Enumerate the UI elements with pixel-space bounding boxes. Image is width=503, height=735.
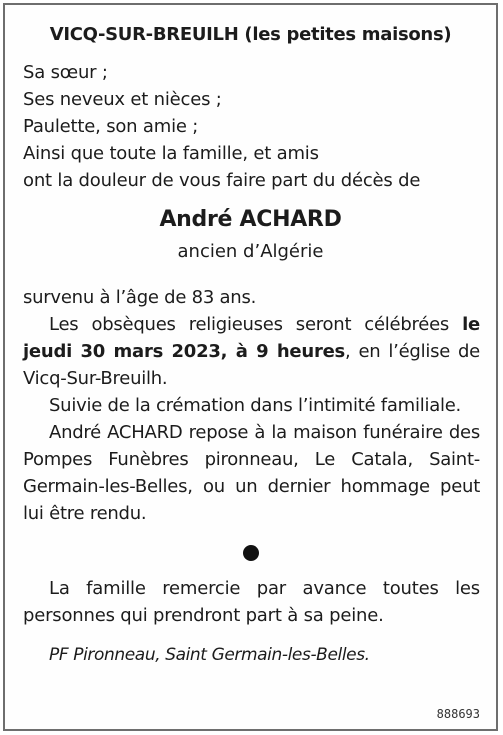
family-line-sister: Sa sœur ; <box>23 62 108 83</box>
funeral-paragraph <box>23 311 480 392</box>
funeral-text-end: , en l’église de Vicq-Sur-Breuilh. <box>23 341 480 389</box>
family-line-friend: Paulette, son amie ; <box>23 116 199 137</box>
family-line-announcement: ont la douleur de vous faire part du décès de <box>23 170 421 191</box>
age-paragraph: survenu à l’âge de 83 ans. <box>23 287 257 308</box>
notice-header: VICQ-SUR-BREUILH (les petites maisons) <box>49 24 452 45</box>
funeral-text-start: Les obsèques religieuses seront célébrées <box>49 314 463 335</box>
thanks-paragraph: La famille remercie par avance toutes les personnes qui prendront part à sa peine. <box>23 578 480 626</box>
bullet-separator <box>243 545 259 561</box>
notice-body <box>23 284 480 527</box>
reference-number: 888693 <box>436 707 480 721</box>
family-list <box>23 59 496 194</box>
obituary-notice <box>3 3 498 731</box>
family-line-nephews: Ses neveux et nièces ; <box>23 89 222 110</box>
cremation-paragraph: Suivie de la crémation dans l’intimité familiale. <box>49 395 462 416</box>
funeral-home-signature: PF Pironneau, Saint Germain-les-Belles. <box>49 645 370 665</box>
family-line-family: Ainsi que toute la famille, et amis <box>23 143 319 164</box>
deceased-subtitle: ancien d’Algérie <box>177 241 324 262</box>
deceased-name: André ACHARD <box>159 207 342 232</box>
rest-paragraph: André ACHARD repose à la maison funéraire des Pompes Funèbres pironneau, Le Catala, Saint-Germain-les-Belles, ou un dernier hommage peut lui être rendu. <box>23 422 480 524</box>
funeral-date: le jeudi 30 mars 2023, à 9 heures <box>23 314 480 362</box>
